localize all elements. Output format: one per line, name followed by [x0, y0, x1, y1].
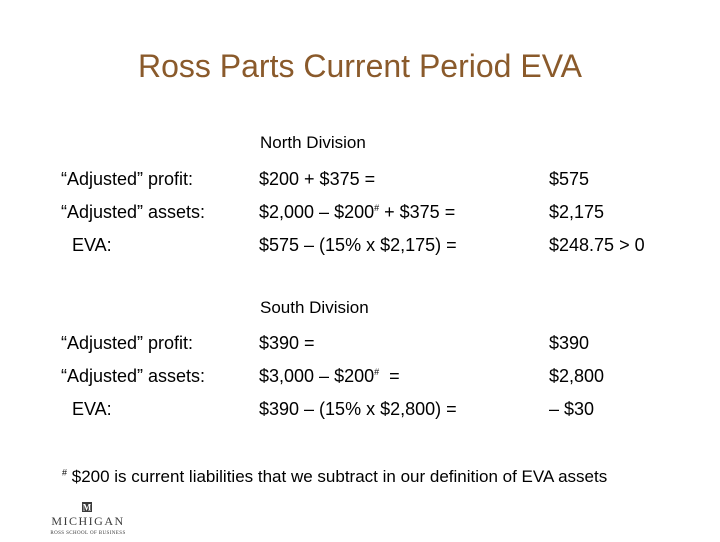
south-division-heading: South Division — [260, 298, 369, 317]
north-assets-result: $2,175 — [549, 202, 605, 222]
north-eva-result: $248.75 > 0 — [549, 235, 645, 255]
slide-title: Ross Parts Current Period EVA — [137, 48, 582, 84]
michigan-logo-icon — [36, 501, 140, 537]
south-assets-footnote-mark: # — [374, 367, 380, 377]
north-eva-formula: $575 – (15% x $2,175) = — [259, 235, 457, 255]
north-eva-label: EVA: — [72, 235, 112, 255]
north-assets-row — [0, 202, 720, 226]
north-division-heading: North Division — [260, 133, 366, 152]
michigan-ross-logo — [36, 501, 140, 537]
south-assets-formula — [259, 366, 400, 387]
south-eva-row — [0, 399, 720, 423]
north-profit-formula: $200 + $375 = — [259, 169, 376, 189]
footnote-mark: # — [62, 467, 68, 478]
south-profit-label: “Adjusted” profit: — [61, 333, 194, 353]
footnote-text: $200 is current liabilities that we subtract in our definition of EVA assets — [67, 467, 608, 486]
north-assets-label: “Adjusted” assets: — [61, 202, 206, 222]
south-profit-result: $390 — [549, 333, 590, 353]
svg-text:M: M — [82, 502, 92, 513]
north-profit-label: “Adjusted” profit: — [61, 169, 194, 189]
north-profit-result: $575 — [549, 169, 590, 189]
north-assets-footnote-mark: # — [374, 203, 380, 213]
south-profit-formula: $390 = — [259, 333, 315, 353]
south-assets-label: “Adjusted” assets: — [61, 366, 206, 386]
south-eva-result: – $30 — [549, 399, 595, 419]
south-assets-formula-pre: $3,000 – $200 — [259, 366, 375, 386]
logo-name: MICHIGAN — [51, 514, 125, 528]
north-assets-formula-post: + $375 = — [379, 202, 456, 222]
south-eva-formula: $390 – (15% x $2,800) = — [259, 399, 457, 419]
logo-subtitle: ROSS SCHOOL OF BUSINESS — [50, 531, 126, 536]
north-profit-row — [0, 169, 720, 193]
south-assets-result: $2,800 — [549, 366, 605, 386]
north-assets-formula — [259, 202, 455, 223]
south-profit-row — [0, 333, 720, 357]
footnote — [62, 467, 607, 487]
south-assets-formula-post: = — [379, 366, 400, 386]
north-eva-row — [0, 235, 720, 259]
south-eva-label: EVA: — [72, 399, 112, 419]
north-assets-formula-pre: $2,000 – $200 — [259, 202, 375, 222]
south-assets-row — [0, 366, 720, 390]
